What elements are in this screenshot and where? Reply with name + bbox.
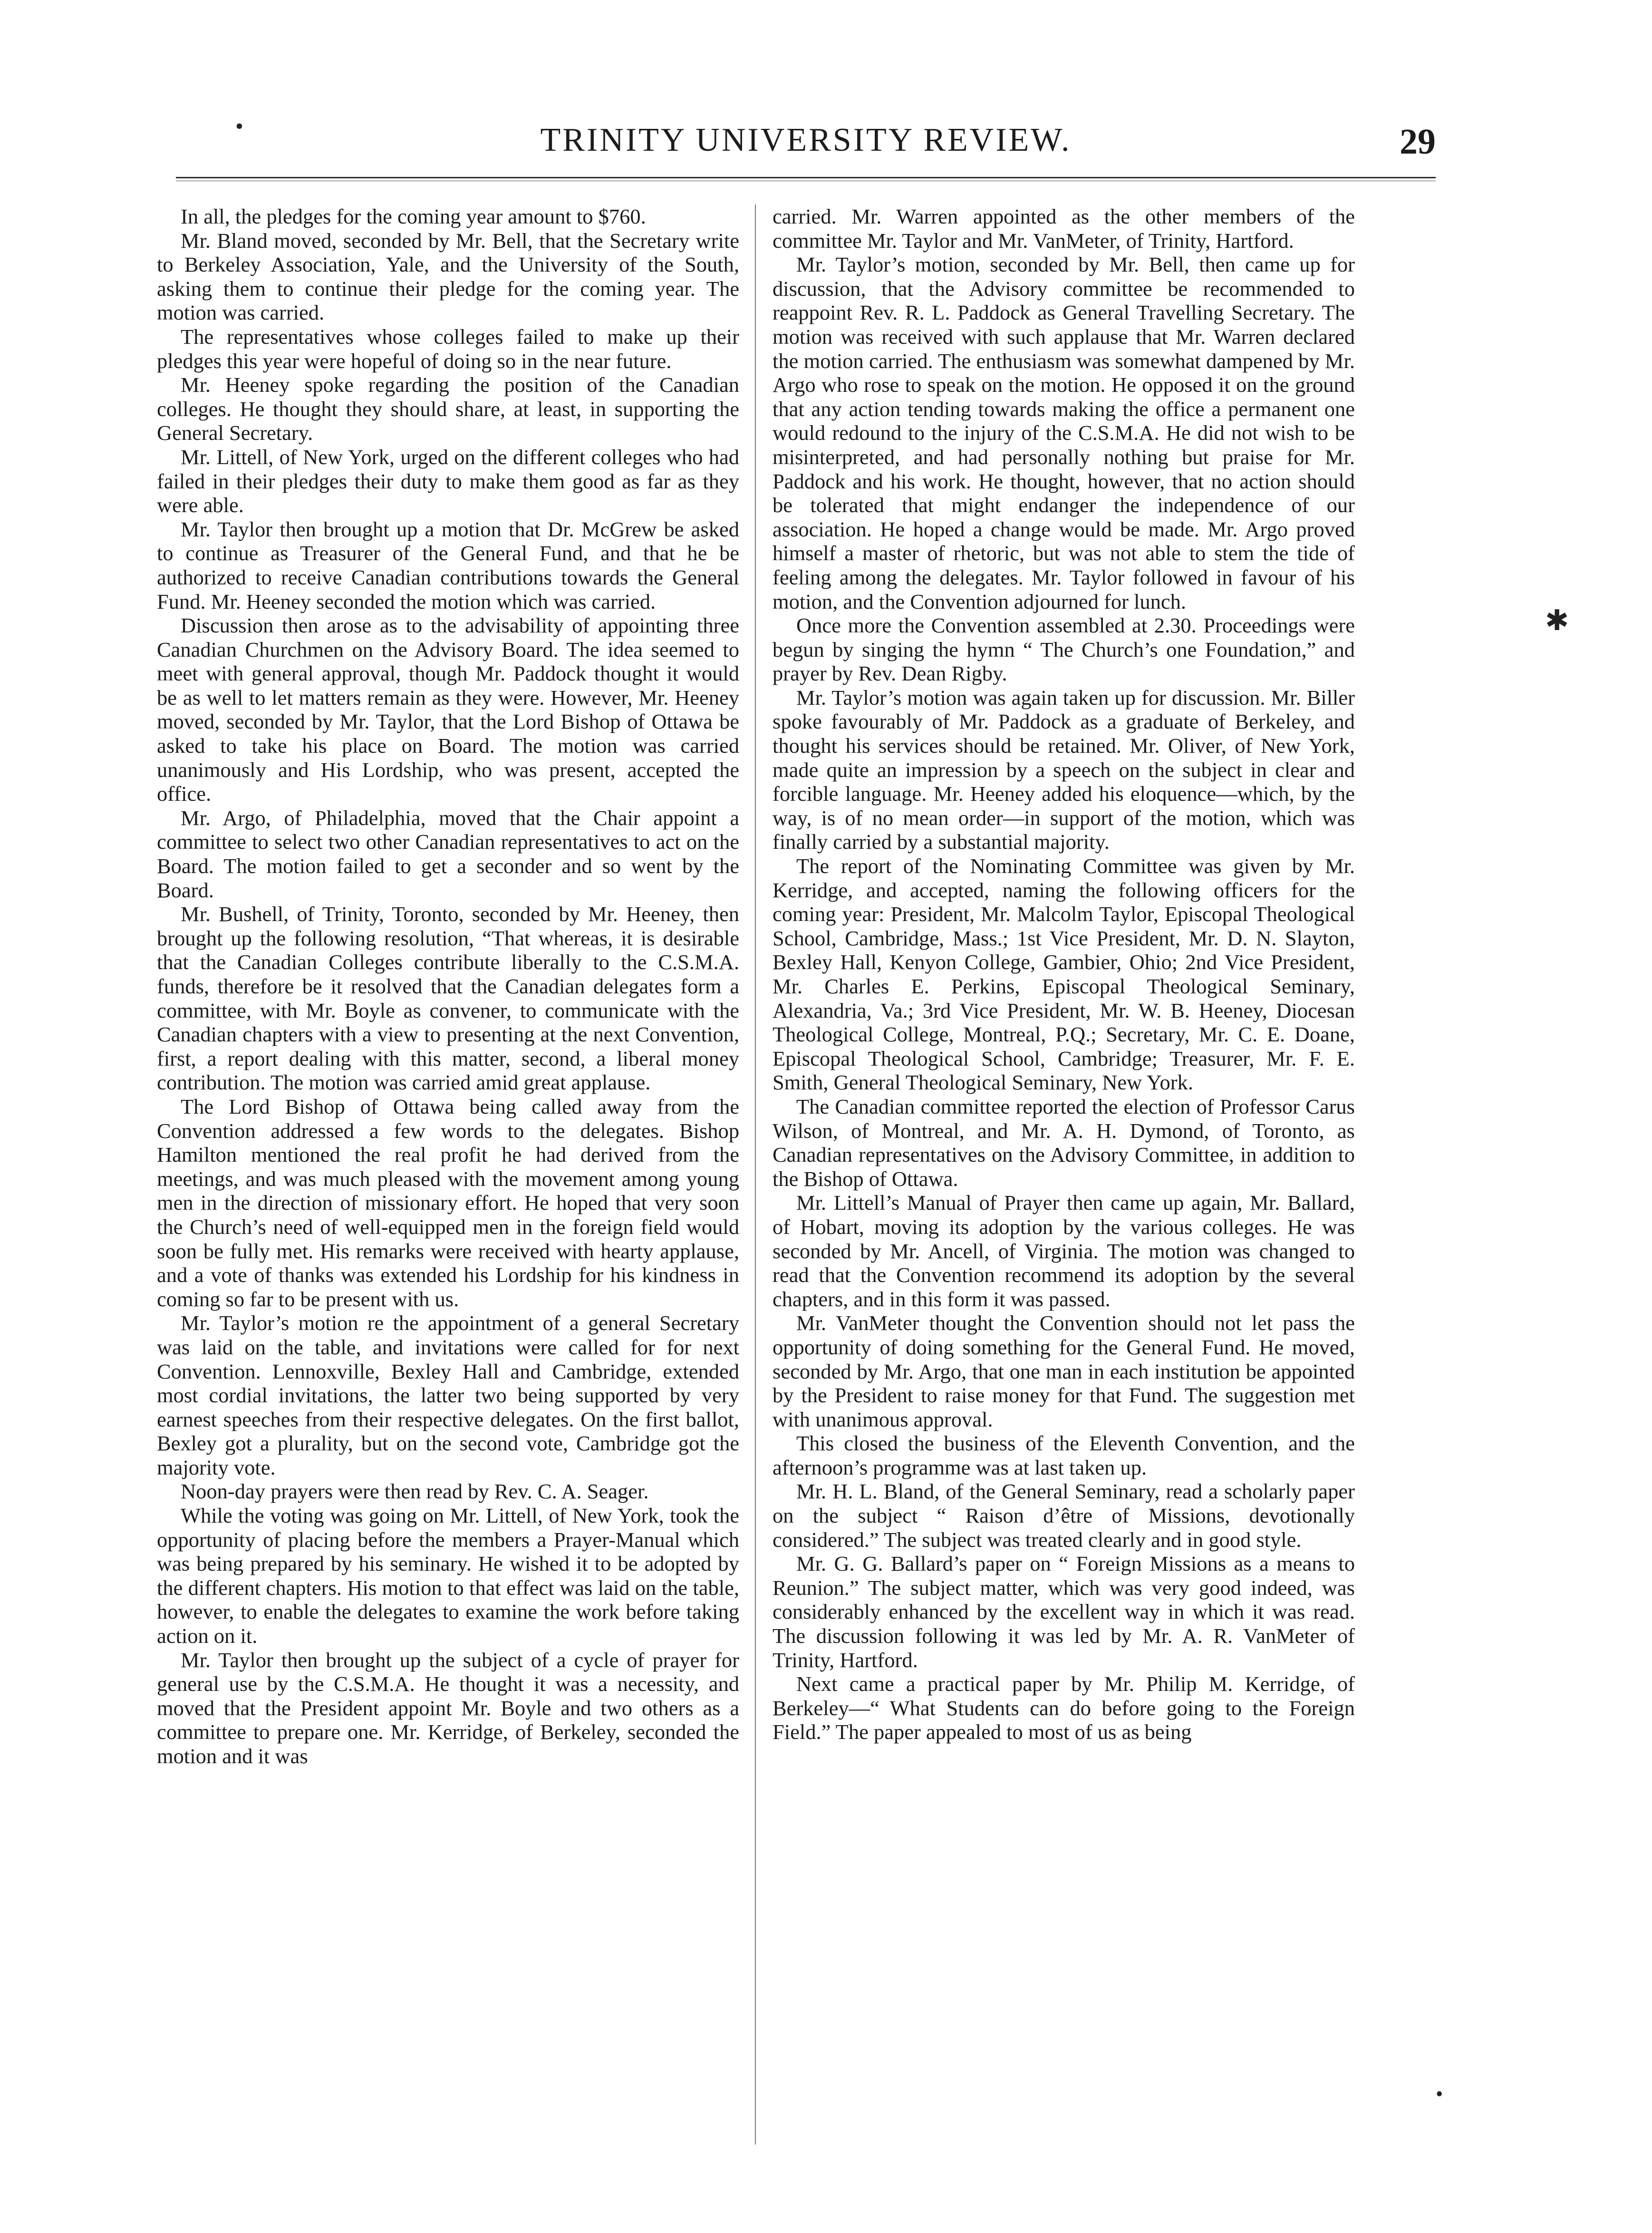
paragraph: Once more the Convention assembled at 2.30. Proceedings were begun by singing the hymn “ The Church’s one Foundation,” and prayer by Rev. Dean Rigby. xyxy=(773,613,1355,686)
paragraph: Mr. Taylor then brought up a motion that Dr. McGrew be asked to continue as Treasurer of the General Fund, and that he be authorized to receive Canadian contributions towards the General Fund. Mr. Heeney seconded the motion which was carried. xyxy=(157,517,739,613)
running-title: TRINITY UNIVERSITY REVIEW. xyxy=(540,122,1072,158)
paragraph: The Canadian committee reported the election of Professor Carus Wilson, of Montreal, and Mr. A. H. Dymond, of Toronto, as Canadian representatives on the Advisory Committee, in addition to the Bishop of Ottawa. xyxy=(773,1094,1355,1191)
paragraph: The representatives whose colleges failed to make up their pledges this year were hopeful of doing so in the near future. xyxy=(157,324,739,373)
page-number: 29 xyxy=(1400,122,1436,162)
paragraph: Mr. H. L. Bland, of the General Seminary, read a scholarly paper on the subject “ Raison d’être of Missions, devotionally considered.” The subject was treated clearly and in good style. xyxy=(773,1479,1355,1552)
paragraph: Mr. G. G. Ballard’s paper on “ Foreign Missions as a means to Reunion.” The subject matter, which was very good indeed, was considerably enhanced by the excellent way in which it was read. The discussion following it was led by Mr. A. R. VanMeter of Trinity, Hartford. xyxy=(773,1552,1355,1672)
paragraph-continuation: carried. Mr. Warren appointed as the other members of the committee Mr. Taylor and Mr. VanMeter, of Trinity, Hartford. xyxy=(773,204,1355,252)
paragraph: Mr. Bland moved, seconded by Mr. Bell, that the Secretary write to Berkeley Association, Yale, and the University of the South, asking them to continue their pledge for the coming year. The motion was carried. xyxy=(157,228,739,325)
paragraph: Mr. Bushell, of Trinity, Toronto, seconded by Mr. Heeney, then brought up the following resolution, “That whereas, it is desirable that the Canadian Colleges contribute liberally to the C.S.M.A. funds, therefore be it resolved that the Canadian delegates form a committee, with Mr. Boyle as convener, to communicate with the Canadian chapters with a view to presenting at the next Convention, first, a report dealing with this matter, second, a liberal money contribution. The motion was carried amid great applause. xyxy=(157,902,739,1095)
paragraph: In all, the pledges for the coming year amount to $760. xyxy=(181,204,646,228)
paragraph: Mr. Littell’s Manual of Prayer then came up again, Mr. Ballard, of Hobart, moving its adoption by the various colleges. He was seconded by Mr. Ancell, of Virginia. The motion was changed to read that the Convention recommend its adoption by the several chapters, and in this form it was passed. xyxy=(773,1191,1355,1311)
ink-speck: • xyxy=(1436,2082,1443,2106)
header-rule xyxy=(176,177,1436,178)
ink-speck: ✱ xyxy=(1545,605,1569,636)
paragraph: Mr. Littell, of New York, urged on the different colleges who had failed in their pledges their duty to make them good as far as they were able. xyxy=(157,445,739,517)
paragraph: Next came a practical paper by Mr. Philip M. Kerridge, of Berkeley—“ What Students can do before going to the Foreign Field.” The paper appealed to most of us as being xyxy=(773,1672,1355,1744)
paragraph: Mr. Taylor’s motion, seconded by Mr. Bell, then came up for discussion, that the Advisory committee be recommended to reappoint Rev. R. L. Paddock as General Travelling Secretary. The motion was received with such applause that Mr. Warren declared the motion carried. The enthusiasm was somewhat dampened by Mr. Argo who rose to speak on the motion. He opposed it on the ground that any action tending towards making the office a permanent one would redound to the injury of the C.S.M.A. He did not wish to be misinterpreted, and had personally nothing but praise for Mr. Paddock and his work. He thought, however, that no action should be tolerated that might endanger the independence of our association. He hoped a change would be made. Mr. Argo proved himself a master of rhetoric, but was not able to stem the tide of feeling among the delegates. Mr. Taylor followed in favour of his motion, and the Convention adjourned for lunch. xyxy=(773,252,1355,613)
paragraph: Mr. Taylor then brought up the subject of a cycle of prayer for general use by the C.S.M.A. He thought it was a necessity, and moved that the President appoint Mr. Boyle and two others as a committee to prepare one. Mr. Kerridge, of Berkeley, seconded the motion and it was xyxy=(157,1648,739,1768)
column-divider xyxy=(755,204,756,2145)
left-column xyxy=(157,204,739,1768)
paragraph: Mr. Argo, of Philadelphia, moved that the Chair appoint a committee to select two other Canadian representatives to act on the Board. The motion failed to get a seconder and so went by the Board. xyxy=(157,806,739,902)
page-header xyxy=(176,121,1436,174)
paragraph: This closed the business of the Eleventh Convention, and the afternoon’s programme was at last taken up. xyxy=(773,1431,1355,1479)
right-column xyxy=(773,204,1355,1744)
paragraph: While the voting was going on Mr. Littell, of New York, took the opportunity of placing before the members a Prayer-Manual which was being prepared by his seminary. He wished it to be adopted by the different chapters. His motion to that effect was laid on the table, however, to enable the delegates to examine the work before taking action on it. xyxy=(157,1504,739,1648)
paragraph: Mr. Heeney spoke regarding the position of the Canadian colleges. He thought they should share, at least, in supporting the General Secretary. xyxy=(157,373,739,445)
paragraph: Mr. Taylor’s motion re the appointment of a general Secretary was laid on the table, and invitations were called for for next Convention. Lennoxville, Bexley Hall and Cambridge, extended most cordial invitations, the latter two being supported by very earnest speeches from their respective delegates. On the first ballot, Bexley got a plurality, but on the second vote, Cambridge got the majority vote. xyxy=(157,1311,739,1479)
paragraph: The Lord Bishop of Ottawa being called away from the Convention addressed a few words to the delegates. Bishop Hamilton mentioned the real profit he had derived from the meetings, and was much pleased with the movement among young men in the direction of missionary effort. He hoped that very soon the Church’s need of well-equipped men in the foreign field would soon be fully met. His remarks were received with hearty applause, and a vote of thanks was extended his Lordship for his kindness in coming so far to be present with us. xyxy=(157,1094,739,1311)
paragraph: The report of the Nominating Committee was given by Mr. Kerridge, and accepted, naming the following officers for the coming year: President, Mr. Malcolm Taylor, Episcopal Theological School, Cambridge, Mass.; 1st Vice President, Mr. D. N. Slayton, Bexley Hall, Kenyon College, Gambier, Ohio; 2nd Vice President, Mr. Charles E. Perkins, Episcopal Theological Seminary, Alexandria, Va.; 3rd Vice President, Mr. W. B. Heeney, Diocesan Theological College, Montreal, P.Q.; Secretary, Mr. C. E. Doane, Episcopal Theological School, Cambridge; Treasurer, Mr. F. E. Smith, General Theological Seminary, New York. xyxy=(773,854,1355,1095)
paragraph: Mr. Taylor’s motion was again taken up for discussion. Mr. Biller spoke favourably of Mr. Paddock as a graduate of Berkeley, and thought his services should be retained. Mr. Oliver, of New York, made quite an impression by a speech on the subject in clear and forcible language. Mr. Heeney added his eloquence—which, by the way, is of no mean order—in support of the motion, which was finally carried by a substantial majority. xyxy=(773,685,1355,854)
paragraph: Mr. VanMeter thought the Convention should not let pass the opportunity of doing something for the General Fund. He moved, seconded by Mr. Argo, that one man in each institution be appointed by the President to raise money for that Fund. The suggestion met with unanimous approval. xyxy=(773,1311,1355,1431)
ink-speck: • xyxy=(235,114,243,139)
paragraph: Noon-day prayers were then read by Rev. C. A. Seager. xyxy=(181,1479,649,1504)
paragraph: Discussion then arose as to the advisability of appointing three Canadian Churchmen on the Advisory Board. The idea seemed to meet with general approval, though Mr. Paddock thought it would be as well to let matters remain as they were. However, Mr. Heeney moved, seconded by Mr. Taylor, that the Lord Bishop of Ottawa be asked to take his place on Board. The motion was carried unanimously and His Lordship, who was present, accepted the office. xyxy=(157,613,739,806)
